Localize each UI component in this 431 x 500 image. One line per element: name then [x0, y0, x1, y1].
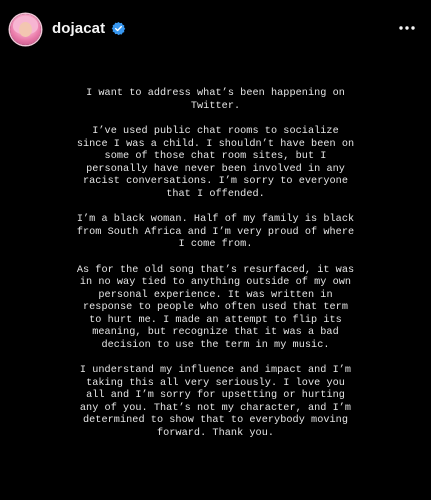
more-options-icon[interactable] — [397, 18, 417, 38]
statement-line: in no way tied to anything outside of my own — [79, 277, 352, 288]
statement-text — [0, 88, 431, 453]
statement-paragraph — [0, 365, 431, 440]
post-image — [0, 58, 431, 500]
statement-line: decision to use the term in my music. — [101, 339, 330, 351]
statement-line: I’ve used public chat rooms to socialize — [92, 126, 339, 137]
statement-line: I’m a black woman. Half of my family is black — [76, 214, 355, 225]
statement-line: As for the old song that’s resurfaced, it was — [76, 264, 355, 276]
statement-line: taking this all very seriously. I love you — [86, 377, 345, 389]
statement-paragraph — [0, 126, 431, 201]
statement-paragraph — [0, 214, 431, 252]
username-link[interactable]: dojacat — [52, 20, 106, 37]
statement-line: to hurt me. I made an attempt to flip its — [89, 314, 342, 326]
statement-line: response to people who often used that term — [82, 302, 349, 313]
statement-line: determined to show that to everybody moving — [82, 415, 349, 426]
avatar[interactable] — [10, 14, 41, 45]
statement-line: I come from. — [178, 239, 253, 250]
post-header — [0, 0, 431, 58]
statement-line: personal experience. It was written in — [98, 289, 333, 301]
statement-line: meaning, but recognize that it was a bad — [92, 327, 339, 338]
statement-line: all and I’m sorry for upsetting or hurting — [86, 390, 345, 401]
statement-line: racist conversations. I’m sorry to everyone — [82, 176, 349, 187]
verified-badge-icon — [111, 21, 126, 36]
statement-line: forward. Thank you. — [156, 427, 275, 439]
statement-line: I want to address what’s been happening on — [86, 88, 345, 99]
statement-line: that I offended. — [166, 188, 265, 200]
statement-line: some of those chat room sites, but I — [104, 151, 327, 162]
statement-paragraph — [0, 265, 431, 353]
statement-line: from South Africa and I’m very proud of where — [76, 226, 355, 238]
statement-line: since I was a child. I shouldn’t have been on — [76, 138, 355, 150]
avatar-face — [19, 22, 32, 37]
statement-line: Twitter. — [190, 100, 241, 112]
statement-line: any of you. That’s not my character, and I’m — [79, 402, 352, 414]
statement-line: personally have never been involved in any — [86, 163, 345, 175]
statement-line: I understand my influence and impact and I’m — [79, 365, 352, 376]
statement-paragraph — [0, 88, 431, 113]
